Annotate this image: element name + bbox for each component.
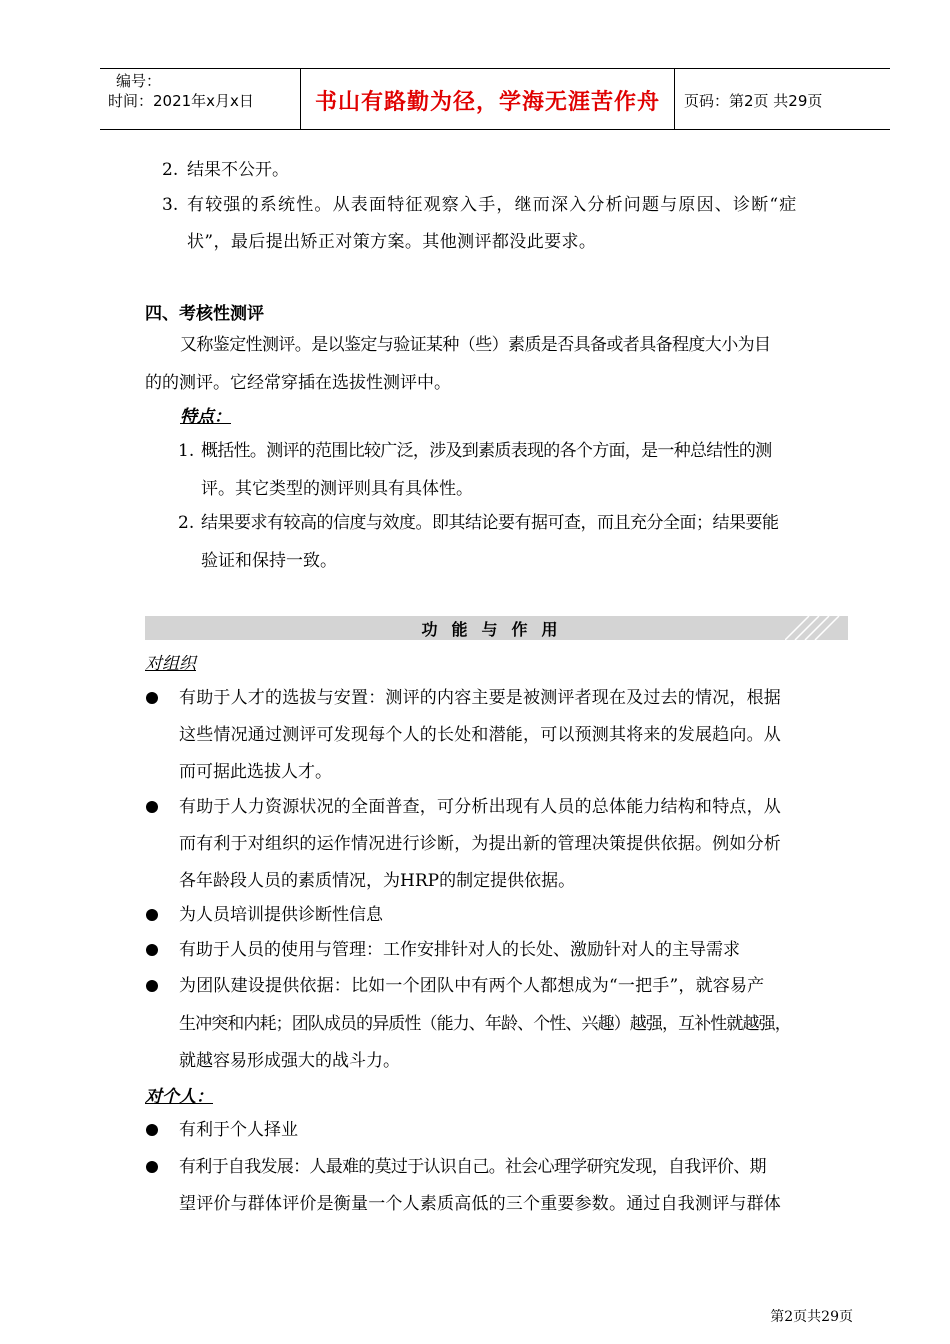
section-paragraph-line2: 的的测评。它经常穿插在选拔性测评中。 [145, 373, 451, 393]
personal-bullet-1: 有利于个人择业 [179, 1120, 298, 1140]
list-item-3-line1: 有较强的系统性。从表面特征观察入手，继而深入分析问题与原因、诊断“症 [187, 195, 798, 215]
bullet-icon [146, 1161, 158, 1173]
bullet-icon [146, 692, 158, 704]
banner-stripes [785, 616, 848, 640]
org-bullet-5-line2: 生冲突和内耗；团队成员的异质性（能力、年龄、个性、兴趣）越强，互补性就越强， [179, 1014, 791, 1034]
personal-bullet-2-line1: 有利于自我发展：人最难的莫过于认识自己。社会心理学研究发现，自我评价、期 [179, 1157, 766, 1177]
list-item-2-num: 2. [162, 160, 179, 180]
feature-2-line2: 验证和保持一致。 [201, 551, 337, 571]
page-header [100, 68, 890, 130]
org-bullet-5-line3: 就越容易形成强大的战斗力。 [179, 1051, 400, 1071]
header-meta [108, 69, 300, 129]
feature-2-line1: 结果要求有较高的信度与效度。即其结论要有据可查，而且充分全面；结果要能 [201, 513, 779, 533]
section-heading: 四、考核性测评 [145, 304, 264, 324]
banner-title: 功能与作用 [421, 620, 572, 639]
time-label: 时间：2021年x月x日 [108, 92, 254, 110]
section-banner [145, 616, 848, 640]
features-label: 特点： [180, 407, 231, 427]
personal-label: 对个人： [145, 1087, 213, 1107]
list-item-3-num: 3. [162, 195, 179, 215]
org-bullet-5-line1: 为团队建设提供依据：比如一个团队中有两个人都想成为“一把手”，就容易产 [179, 976, 765, 996]
bullet-icon [146, 944, 158, 956]
org-bullet-1-line3: 而可据此选拔人才。 [179, 762, 332, 782]
header-motto: 书山有路勤为径，学海无涯苦作舟 [314, 90, 660, 115]
bullet-icon [146, 801, 158, 813]
header-page-info: 页码：第2页 共29页 [684, 92, 823, 110]
org-bullet-2-line1: 有助于人力资源状况的全面普查，可分析出现有人员的总体能力结构和特点，从 [179, 797, 781, 817]
header-divider [674, 69, 675, 129]
org-bullet-2-line2: 而有利于对组织的运作情况进行诊断，为提出新的管理决策提供依据。例如分析 [179, 834, 781, 854]
bullet-icon [146, 980, 158, 992]
section-paragraph-line1: 又称鉴定性测评。是以鉴定与验证某种（些）素质是否具备或者具备程度大小为目 [180, 335, 771, 355]
list-item-2-text: 结果不公开。 [187, 160, 289, 180]
org-label: 对组织 [145, 654, 196, 674]
bullet-icon [146, 1124, 158, 1136]
org-bullet-1-line1: 有助于人才的选拔与安置：测评的内容主要是被测评者现在及过去的情况，根据 [179, 688, 781, 708]
org-bullet-3: 为人员培训提供诊断性信息 [179, 905, 383, 925]
page-footer: 第2页共29页 [770, 1309, 853, 1325]
org-bullet-2-line3: 各年龄段人员的素质情况，为HRP的制定提供依据。 [179, 871, 576, 891]
org-bullet-1-line2: 这些情况通过测评可发现每个人的长处和潜能，可以预测其将来的发展趋向。从 [179, 725, 781, 745]
feature-1-line1: 概括性。测评的范围比较广泛，涉及到素质表现的各个方面，是一种总结性的测 [201, 441, 772, 461]
feature-1-num: 1. [178, 441, 195, 461]
list-item-3-line2: 状”，最后提出矫正对策方案。其他测评都没此要求。 [187, 232, 597, 252]
org-bullet-4: 有助于人员的使用与管理：工作安排针对人的长处、激励针对人的主导需求 [179, 940, 740, 960]
code-label: 编号： [116, 72, 162, 90]
personal-bullet-2-line2: 望评价与群体评价是衡量一个人素质高低的三个重要参数。通过自我测评与群体 [179, 1194, 781, 1214]
feature-2-num: 2. [178, 513, 195, 533]
feature-1-line2: 评。其它类型的测评则具有具体性。 [201, 479, 473, 499]
bullet-icon [146, 909, 158, 921]
